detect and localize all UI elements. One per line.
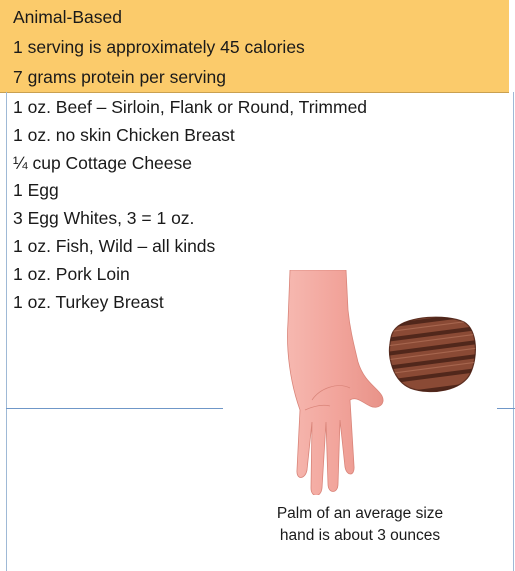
left-border [6,92,7,571]
divider-line-end [497,408,515,409]
list-item: 3 Egg Whites, 3 = 1 oz. [13,208,195,229]
divider-line [6,408,223,409]
protein-note: 7 grams protein per serving [13,67,227,87]
list-item: 1 oz. Beef – Sirloin, Flank or Round, Trimmed [13,97,368,117]
caption-line-2: hand is about 3 ounces [279,527,441,544]
calories-note: 1 serving is approximately 45 calories [13,37,305,57]
grilled-steak-icon [386,312,478,394]
category-title: Animal-Based [13,7,122,27]
caption-line-1: Palm of an average size [276,505,444,522]
list-item: 1 oz. no skin Chicken Breast [13,124,235,145]
list-item: ¼ cup Cottage Cheese [13,152,193,173]
list-item: 1 oz. Fish, Wild – all kinds [13,235,216,256]
open-palm-hand-icon [250,270,390,495]
serving-header [0,0,509,93]
palm-caption [240,503,480,547]
right-border [513,92,514,571]
list-item: 1 oz. Pork Loin [13,263,130,284]
list-item: 1 oz. Turkey Breast [13,291,164,312]
list-item: 1 Egg [13,180,59,201]
